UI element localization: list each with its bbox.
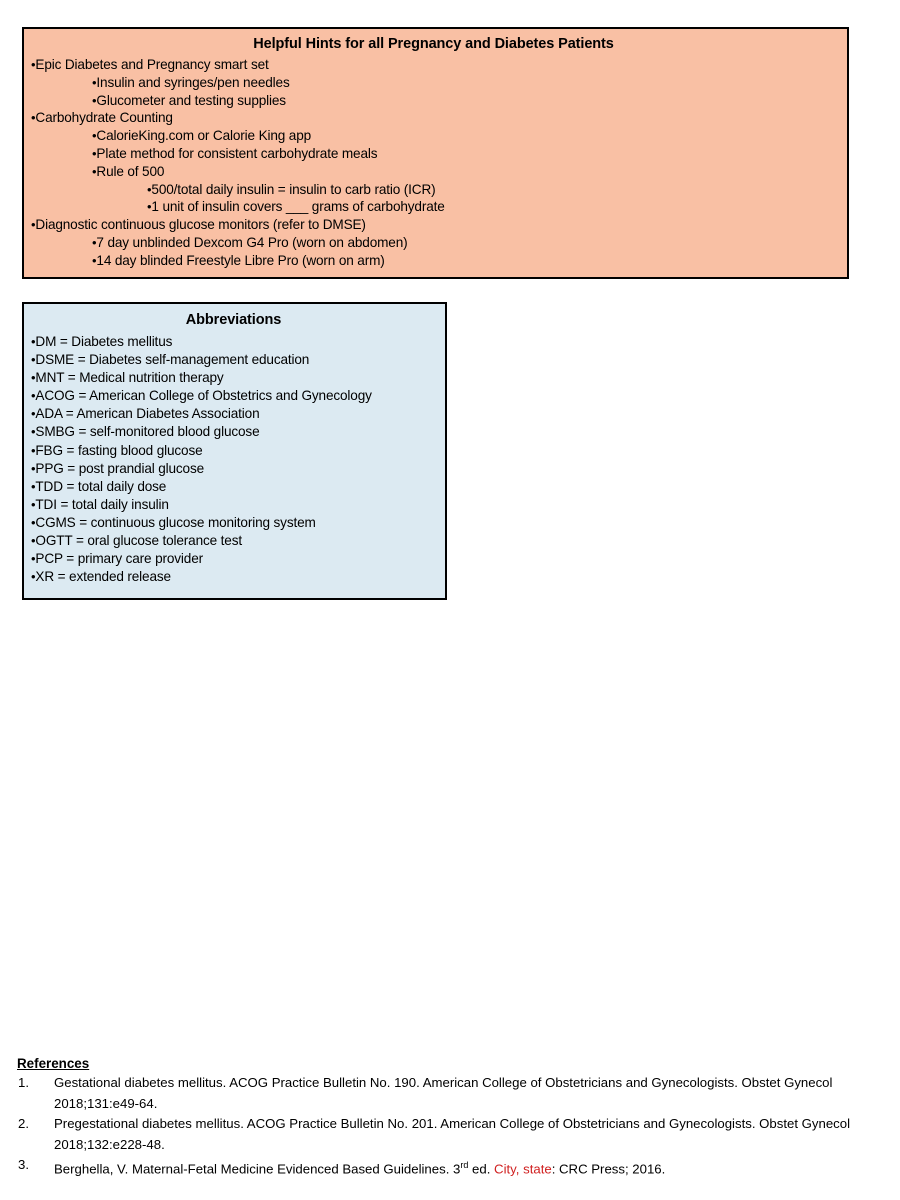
abbreviation-label: FBG = fasting blood glucose (35, 442, 203, 458)
abbreviations-list (28, 333, 439, 586)
hint-bullet-label: Plate method for consistent carbohydrate meals (96, 145, 378, 161)
abbreviation-label: XR = extended release (35, 569, 171, 585)
hint-bullet-label: Epic Diabetes and Pregnancy smart set (35, 57, 269, 72)
hint-bullet-item (28, 145, 839, 163)
hint-bullet-label: 14 day blinded Freestyle Libre Pro (worn on arm) (96, 252, 385, 268)
reference-number: 3. (18, 1157, 29, 1172)
abbreviation-item (28, 442, 439, 460)
bullet-icon: • (31, 110, 36, 126)
abbreviation-item (28, 532, 439, 550)
reference-item (17, 1155, 885, 1180)
bullet-icon: • (31, 334, 36, 349)
bullet-icon: • (92, 163, 97, 179)
abbreviation-item (28, 568, 439, 586)
abbreviation-label: SMBG = self-monitored blood glucose (35, 424, 260, 440)
references-list (17, 1073, 885, 1180)
abbreviation-item (28, 423, 439, 441)
hint-bullet-item (28, 56, 839, 74)
abbreviation-item (28, 351, 439, 369)
bullet-icon: • (31, 57, 36, 72)
reference-number: 2. (18, 1116, 29, 1131)
hint-bullet-label: Glucometer and testing supplies (96, 92, 286, 108)
abbreviations-title: Abbreviations (185, 312, 282, 328)
hint-bullet-item (28, 216, 839, 234)
hint-bullet-label: 7 day unblinded Dexcom G4 Pro (worn on abdomen) (96, 234, 408, 250)
reference-placeholder-city-state: City, state (494, 1161, 552, 1177)
abbreviation-item (28, 478, 439, 496)
abbreviation-label: DM = Diabetes mellitus (35, 334, 173, 349)
abbreviation-label: ADA = American Diabetes Association (35, 406, 260, 422)
bullet-icon: • (92, 252, 97, 268)
hint-bullet-item (28, 92, 839, 110)
reference-number: 1. (18, 1075, 29, 1090)
hint-bullet-label: 500/total daily insulin = insulin to carb ratio (ICR) (151, 181, 436, 197)
bullet-icon: • (92, 92, 97, 108)
hint-bullet-item (28, 181, 839, 199)
reference-text: Pregestational diabetes mellitus. ACOG Practice Bulletin No. 201. American College of Obstetricians and Gynecologists. Obstet Gynecol 2018;132:e228-48. (54, 1116, 851, 1152)
reference-text (54, 1155, 885, 1180)
hint-bullet-label: CalorieKing.com or Calorie King app (96, 128, 312, 144)
bullet-icon: • (31, 442, 36, 458)
reference-ordinal-superscript: rd (460, 1160, 469, 1170)
bullet-icon: • (147, 181, 152, 197)
reference-item (17, 1114, 885, 1155)
abbreviation-label: MNT = Medical nutrition therapy (35, 370, 224, 386)
references-section (17, 1055, 885, 1180)
abbreviation-label: TDD = total daily dose (35, 478, 167, 494)
bullet-icon: • (31, 370, 36, 386)
hint-bullet-label: Carbohydrate Counting (35, 110, 173, 126)
hint-bullet-label: Insulin and syringes/pen needles (96, 74, 290, 90)
hint-bullet-label: 1 unit of insulin covers ___ grams of carbohydrate (151, 199, 445, 215)
abbreviation-label: DSME = Diabetes self-management education (35, 352, 310, 368)
hint-bullet-item (28, 198, 839, 216)
bullet-icon: • (31, 352, 36, 368)
reference-text-middle: ed. (468, 1161, 495, 1177)
reference-text: Gestational diabetes mellitus. ACOG Practice Bulletin No. 190. American College of Obstetricians and Gynecologists. Obstet Gynecol 2018;131:e49-64. (54, 1075, 833, 1111)
hint-bullet-item (28, 127, 839, 145)
reference-text-after: : CRC Press; 2016. (551, 1161, 666, 1177)
hint-bullet-item (28, 234, 839, 252)
hint-bullet-label: Diagnostic continuous glucose monitors (refer to DMSE) (35, 217, 366, 233)
bullet-icon: • (92, 128, 97, 144)
abbreviation-item (28, 333, 439, 351)
helpful-hints-list (28, 56, 839, 270)
abbreviations-box (22, 302, 447, 600)
bullet-icon: • (92, 74, 97, 90)
bullet-icon: • (92, 234, 97, 250)
helpful-hints-box (22, 27, 849, 279)
abbreviation-label: PPG = post prandial glucose (35, 460, 205, 476)
reference-item (17, 1073, 885, 1114)
abbreviation-label: ACOG = American College of Obstetrics and Gynecology (35, 388, 372, 404)
abbreviation-label: OGTT = oral glucose tolerance test (35, 533, 242, 549)
reference-text-before: Berghella, V. Maternal-Fetal Medicine Evidenced Based Guidelines. 3 (54, 1161, 461, 1177)
hint-bullet-item (28, 252, 839, 270)
bullet-icon: • (31, 569, 36, 585)
abbreviation-item (28, 496, 439, 514)
abbreviation-item (28, 460, 439, 478)
abbreviation-item (28, 405, 439, 423)
abbreviation-label: PCP = primary care provider (35, 551, 203, 567)
bullet-icon: • (31, 496, 36, 512)
bullet-icon: • (31, 551, 36, 567)
bullet-icon: • (31, 514, 36, 530)
bullet-icon: • (31, 388, 36, 404)
hint-bullet-item (28, 74, 839, 92)
abbreviation-label: CGMS = continuous glucose monitoring system (35, 514, 316, 530)
bullet-icon: • (147, 199, 152, 215)
hint-bullet-label: Rule of 500 (96, 163, 165, 179)
helpful-hints-title: Helpful Hints for all Pregnancy and Diabetes Patients (253, 36, 614, 52)
abbreviation-item (28, 514, 439, 532)
references-heading: References (17, 1056, 90, 1071)
bullet-icon: • (31, 406, 36, 422)
bullet-icon: • (92, 145, 97, 161)
abbreviation-item (28, 369, 439, 387)
bullet-icon: • (31, 478, 36, 494)
abbreviation-item (28, 387, 439, 405)
hint-bullet-item (28, 163, 839, 181)
bullet-icon: • (31, 217, 36, 233)
abbreviation-label: TDI = total daily insulin (35, 496, 169, 512)
bullet-icon: • (31, 533, 36, 549)
bullet-icon: • (31, 460, 36, 476)
abbreviation-item (28, 550, 439, 568)
bullet-icon: • (31, 424, 36, 440)
hint-bullet-item (28, 109, 839, 127)
